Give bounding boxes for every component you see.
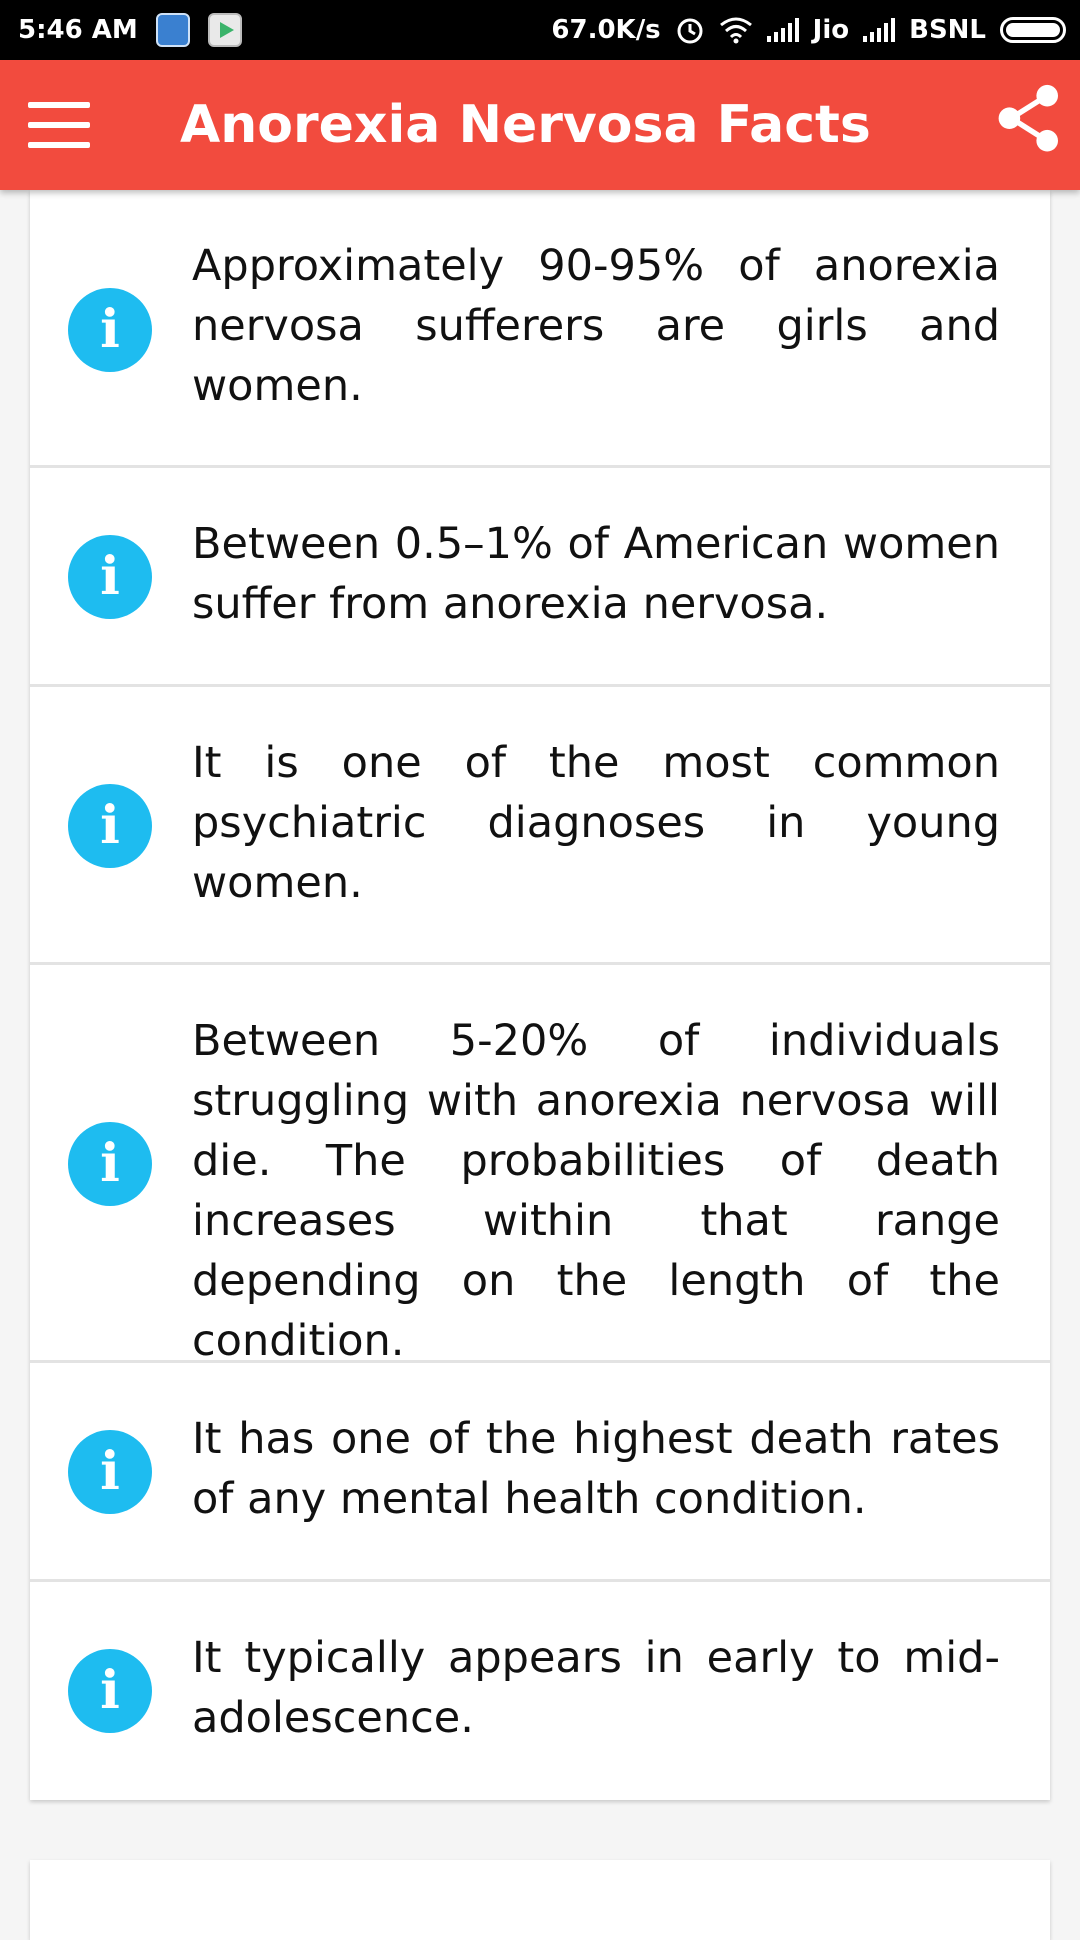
info-icon: i [68, 1122, 152, 1206]
fact-text: It has one of the highest death rates of any mental health condition. [192, 1414, 1000, 1524]
network-speed: 67.0K/s [551, 15, 661, 45]
wifi-icon [719, 16, 753, 44]
fact-item[interactable] [30, 687, 1050, 965]
fact-item[interactable] [30, 965, 1050, 1366]
signal-icon-1 [767, 18, 799, 42]
fact-text: Between 5-20% of individuals struggling with anorexia nervosa will die. The probabilities of death increases within that range depending on the length of the condition. [192, 1016, 1000, 1366]
next-facts-card [30, 1860, 1050, 1940]
carrier-2: BSNL [909, 15, 986, 45]
browser-notification-icon [156, 13, 190, 47]
fact-item[interactable] [30, 1363, 1050, 1582]
signal-icon-2 [863, 18, 895, 42]
fact-text: Approximately 90-95% of anorexia nervosa sufferers are girls and women. [192, 241, 1000, 411]
fact-text: It is one of the most common psychiatric diagnoses in young women. [192, 738, 1000, 908]
facts-card [30, 190, 1050, 1800]
play-store-notification-icon [208, 13, 242, 47]
clock: 5:46 AM [18, 15, 138, 45]
info-icon: i [68, 535, 152, 619]
fact-item[interactable] [30, 1582, 1050, 1800]
fact-item[interactable] [30, 468, 1050, 687]
alarm-icon [675, 15, 705, 45]
app-bar [0, 60, 1080, 190]
fact-text: Between 0.5–1% of American women suffer from anorexia nervosa. [192, 519, 1000, 629]
info-icon: i [68, 288, 152, 372]
info-icon: i [68, 1649, 152, 1733]
fact-text: It typically appears in early to mid-adolescence. [192, 1633, 1000, 1743]
page-title: Anorexia Nervosa Facts [180, 95, 871, 155]
status-bar [0, 0, 1080, 60]
share-icon[interactable] [995, 82, 1067, 158]
info-icon: i [68, 1430, 152, 1514]
fact-item[interactable] [30, 190, 1050, 468]
battery-icon [1000, 17, 1066, 43]
info-icon: i [68, 784, 152, 868]
hamburger-menu-icon[interactable] [28, 102, 90, 148]
carrier-1: Jio [812, 15, 850, 45]
